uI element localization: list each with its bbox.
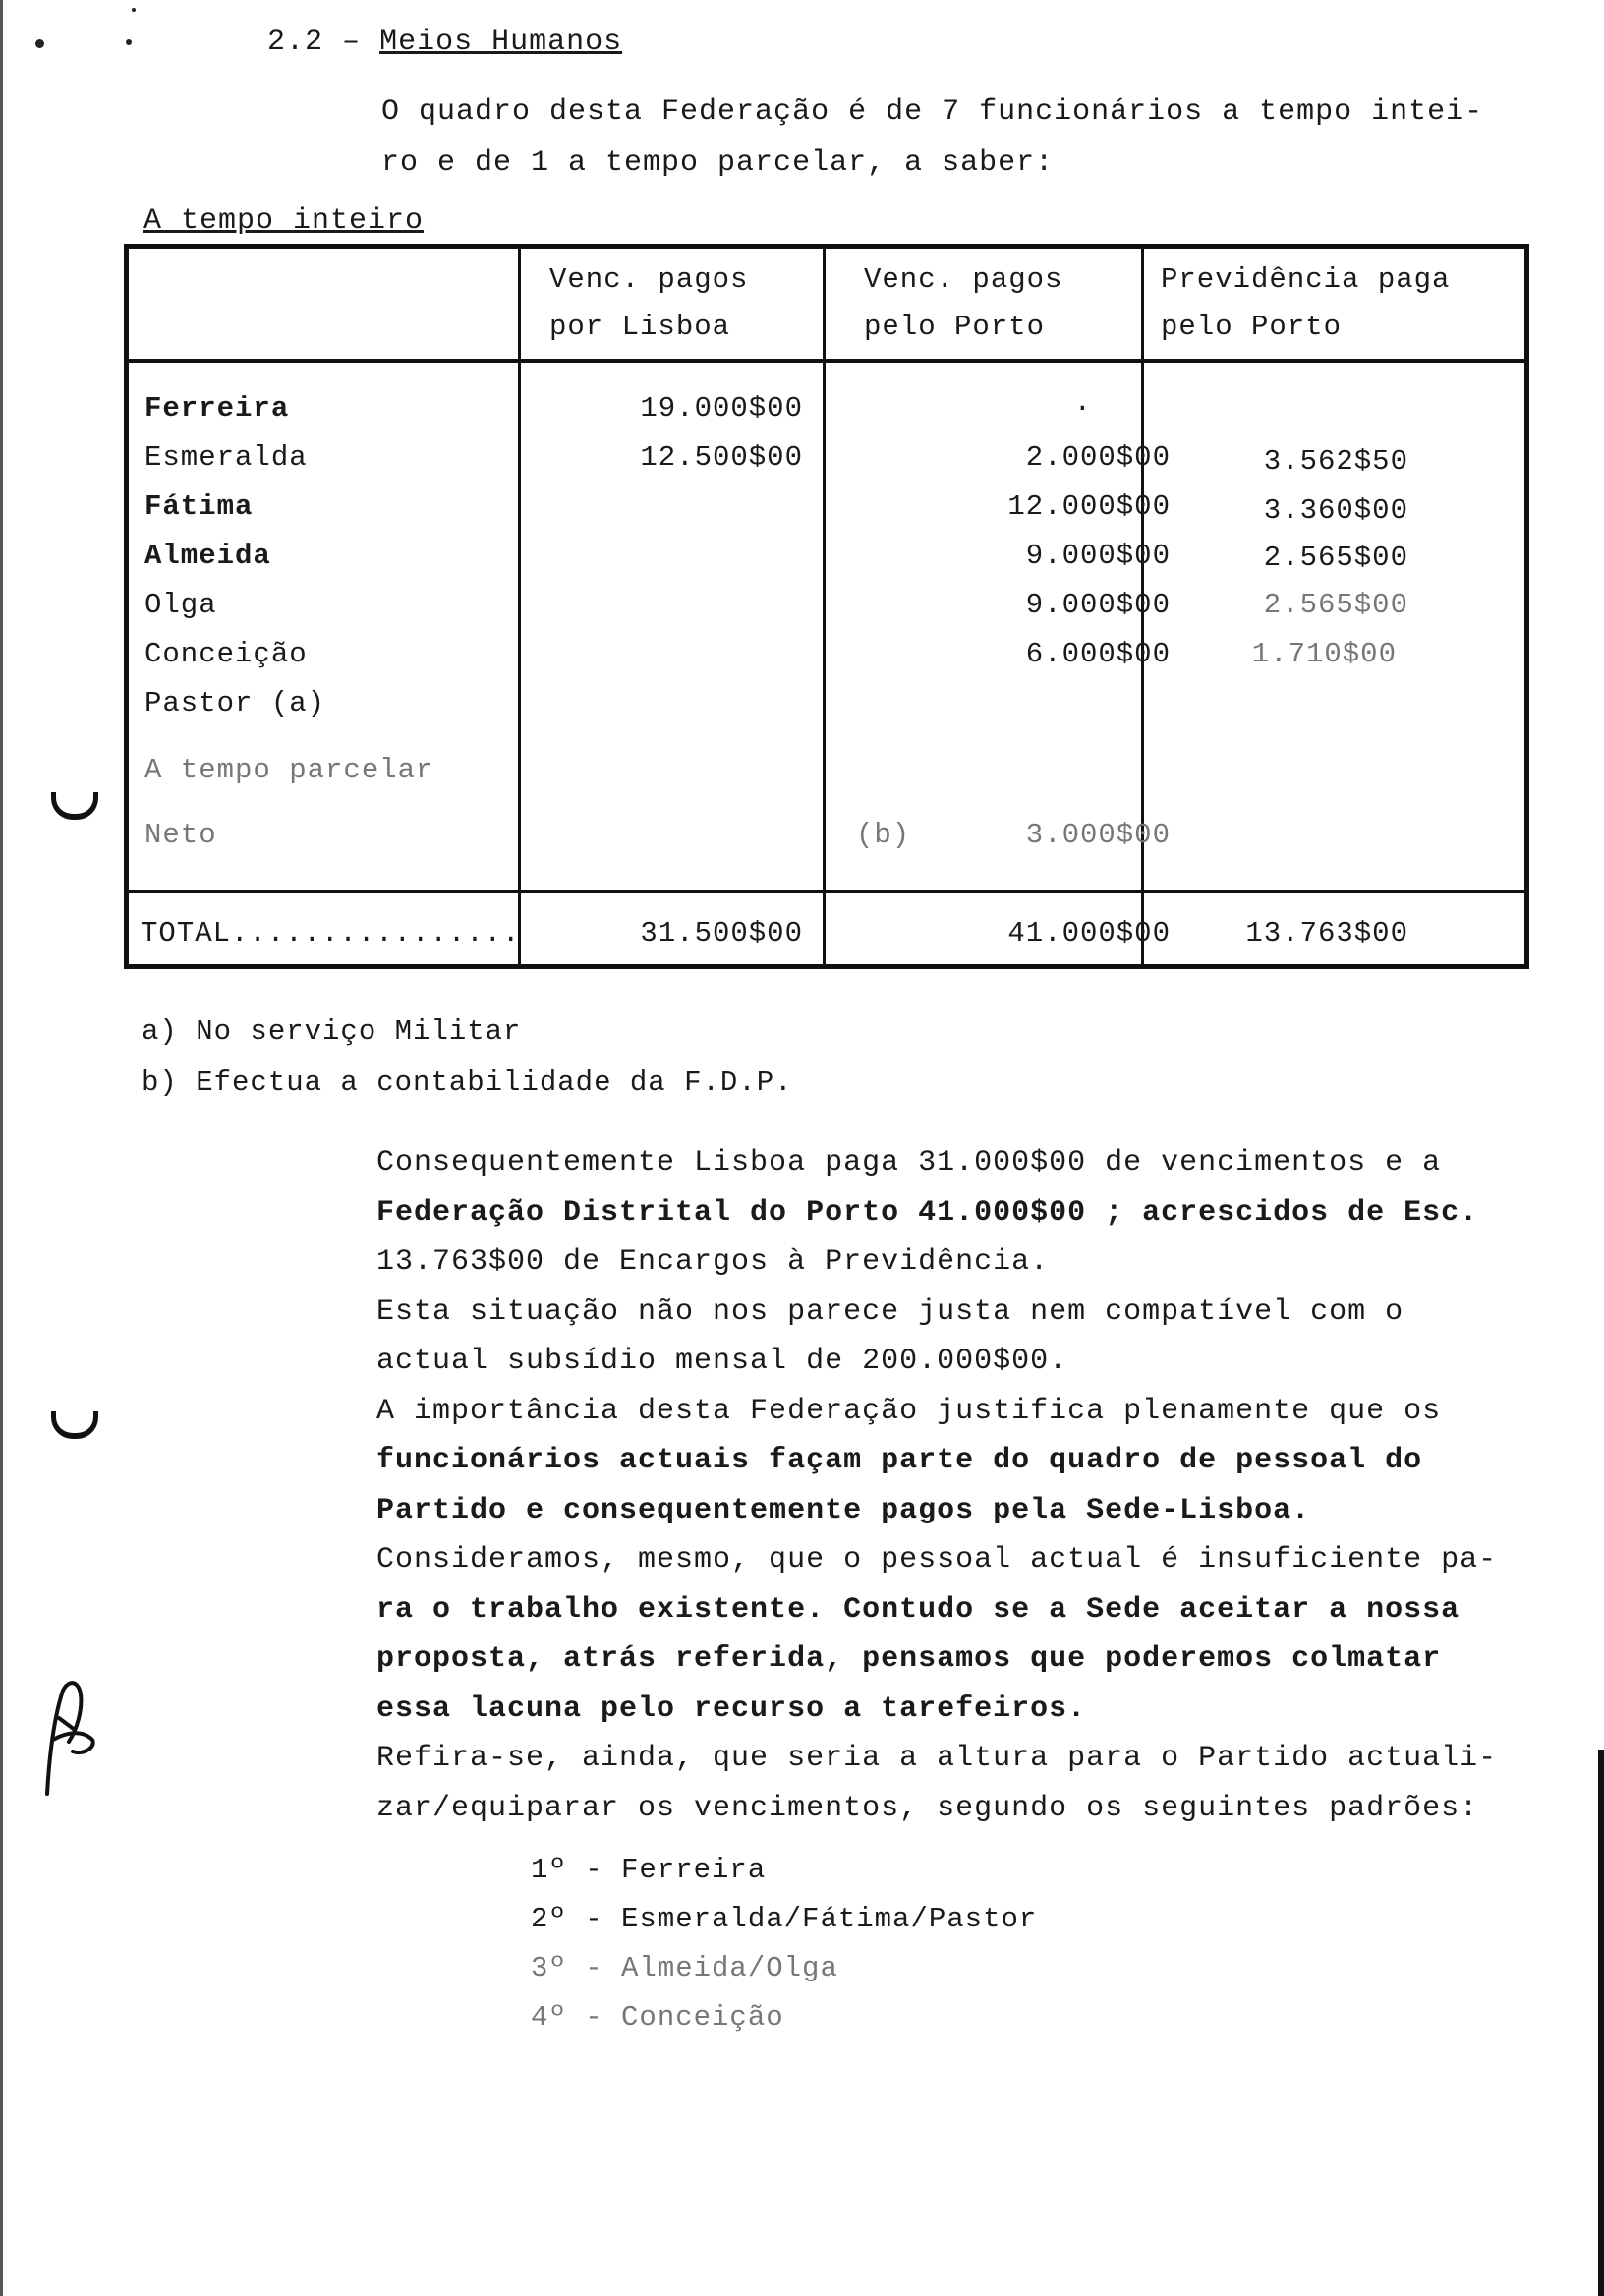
- cell-previdencia: 3.562$50: [1263, 445, 1408, 478]
- body-line: A importância desta Federação justifica plenamente que os: [376, 1394, 1442, 1428]
- column-divider: [823, 249, 826, 964]
- row-name: Pastor (a): [144, 687, 326, 719]
- header-previdencia: Previdência paga pelo Porto: [1161, 263, 1451, 343]
- cell-porto: 9.000$00: [1025, 540, 1171, 572]
- header-lisboa: Venc. pagos por Lisboa: [549, 263, 749, 343]
- part-time-label: A tempo parcelar: [144, 754, 434, 786]
- row-name: Conceição: [144, 638, 308, 670]
- section-title: Meios Humanos: [379, 26, 623, 59]
- total-porto: 41.000$00: [1007, 917, 1171, 949]
- row-name: Ferreira: [144, 392, 290, 425]
- cell-lisboa: 19.000$00: [640, 392, 803, 425]
- intro-line: ro e de 1 a tempo parcelar, a saber:: [381, 146, 1055, 180]
- total-divider: [129, 890, 1524, 893]
- row-name: Esmeralda: [144, 441, 308, 474]
- header-porto: Venc. pagos pelo Porto: [864, 263, 1063, 343]
- cell-porto: 9.000$00: [1025, 589, 1171, 621]
- punch-hole-mark: [51, 792, 98, 820]
- body-line: Consideramos, mesmo, que o pessoal actual é insuficiente pa-: [376, 1543, 1498, 1577]
- section-dash: –: [342, 26, 362, 59]
- cell-lisboa: 12.500$00: [640, 441, 803, 474]
- table-caption: A tempo inteiro: [143, 204, 425, 238]
- header-divider: [129, 359, 1524, 363]
- level-item: 3º - Almeida/Olga: [531, 1952, 838, 1984]
- section-number: 2.2: [267, 26, 324, 59]
- cell-porto: 6.000$00: [1025, 638, 1171, 670]
- body-line: Refira-se, ainda, que seria a altura para o Partido actuali-: [376, 1742, 1498, 1775]
- cell-previdencia: 3.360$00: [1263, 494, 1408, 527]
- cell-porto: 2.000$00: [1025, 441, 1171, 474]
- cell-previdencia: 2.565$00: [1263, 589, 1408, 621]
- cell-previdencia: 2.565$00: [1263, 542, 1408, 574]
- bullet-mark: [126, 39, 132, 45]
- footnotes: [142, 1006, 793, 1109]
- row-name: Neto: [144, 819, 217, 851]
- cell-note: (b): [856, 819, 911, 851]
- salary-levels-list: [531, 1846, 1037, 2042]
- body-line: Consequentemente Lisboa paga 31.000$00 de vencimentos e a: [376, 1146, 1442, 1179]
- body-line: 13.763$00 de Encargos à Previdência.: [376, 1245, 1050, 1279]
- intro-paragraph: [381, 86, 1483, 189]
- row-name: Olga: [144, 589, 217, 621]
- handwritten-initial-mark: [39, 1671, 108, 1799]
- cell-porto: ·: [1073, 392, 1092, 425]
- row-name: Almeida: [144, 540, 271, 572]
- level-item: 2º - Esmeralda/Fátima/Pastor: [531, 1903, 1038, 1935]
- body-line: funcionários actuais façam parte do quadro de pessoal do: [376, 1444, 1423, 1477]
- body-line: Partido e consequentemente pagos pela Sede-Lisboa.: [376, 1493, 1311, 1527]
- intro-line: O quadro desta Federação é de 7 funcionários a tempo intei-: [381, 95, 1484, 129]
- level-item: 1º - Ferreira: [531, 1854, 767, 1886]
- body-line: actual subsídio mensal de 200.000$00.: [376, 1345, 1068, 1378]
- cell-porto: 3.000$00: [1025, 819, 1171, 851]
- page-right-edge: [1598, 1750, 1604, 2296]
- body-line: essa lacuna pelo recurso a tarefeiros.: [376, 1692, 1087, 1726]
- body-line: Esta situação não nos parece justa nem compatível com o: [376, 1294, 1404, 1329]
- row-name: Fátima: [144, 490, 254, 523]
- total-lisboa: 31.500$00: [640, 917, 803, 949]
- total-previdencia: 13.763$00: [1245, 917, 1408, 949]
- staff-table: [124, 244, 1529, 969]
- body-line: Federação Distrital do Porto 41.000$00 ; acrescidos de Esc.: [376, 1195, 1479, 1230]
- body-line: zar/equiparar os vencimentos, segundo os seguintes padrões:: [376, 1791, 1479, 1825]
- body-line: proposta, atrás referida, pensamos que poderemos colmatar: [376, 1642, 1442, 1676]
- punch-hole-mark: [51, 1411, 98, 1439]
- footnote-a: a) No serviço Militar: [142, 1015, 522, 1048]
- page-left-edge: [0, 0, 3, 2296]
- footnote-b: b) Efectua a contabilidade da F.D.P.: [142, 1066, 793, 1099]
- level-item: 4º - Conceição: [531, 2001, 784, 2034]
- cell-porto: 12.000$00: [1007, 490, 1171, 523]
- bullet-mark: [35, 39, 44, 48]
- column-divider: [518, 249, 521, 964]
- cell-previdencia: 1.710$00: [1251, 638, 1397, 670]
- speck-mark: [132, 8, 136, 12]
- body-paragraph: [376, 1138, 1497, 1833]
- body-line: ra o trabalho existente. Contudo se a Sede aceitar a nossa: [376, 1592, 1461, 1627]
- section-heading: [267, 26, 622, 59]
- total-label: TOTAL................: [141, 917, 521, 949]
